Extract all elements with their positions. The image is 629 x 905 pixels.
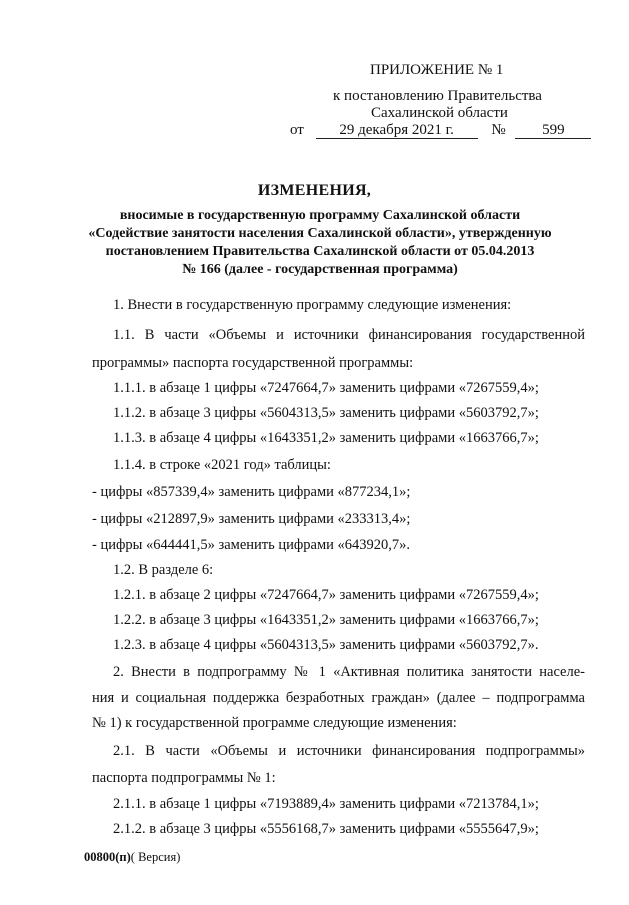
document-subtitle xyxy=(40,207,600,279)
from-label: от xyxy=(290,122,304,138)
body-line: 2. Внести в подпрограмму № 1 «Активная политика занятости населе- xyxy=(113,664,585,680)
decree-line-2: Сахалинской области xyxy=(371,105,508,121)
body-line: 1.2.3. в абзаце 4 цифры «5604313,5» заменить цифрами «5603792,7». xyxy=(113,637,539,653)
document-title: ИЗМЕНЕНИЯ, xyxy=(257,182,372,199)
body-line: 2.1. В части «Объемы и источники финансирования подпрограммы» xyxy=(113,743,585,759)
decree-date: 29 декабря 2021 г. xyxy=(316,122,478,139)
subtitle-line: вносимые в государственную программу Сахалинской области xyxy=(119,208,521,223)
body-line: 1.1.4. в строке «2021 год» таблицы: xyxy=(113,457,331,473)
body-line: программы» паспорта государственной программы: xyxy=(92,355,414,371)
body-line: 2.1.2. в абзаце 3 цифры «5556168,7» заменить цифрами «5555647,9»; xyxy=(113,821,539,837)
subtitle-line: постановлением Правительства Сахалинской области от 05.04.2013 xyxy=(105,244,535,259)
body-line: 1.1.1. в абзаце 1 цифры «7247664,7» заменить цифрами «7267559,4»; xyxy=(113,380,539,396)
body-line: 1.2.2. в абзаце 3 цифры «1643351,2» заменить цифрами «1663766,7»; xyxy=(113,612,539,628)
body-line: 1.1.2. в абзаце 3 цифры «5604313,5» заменить цифрами «5603792,7»; xyxy=(113,405,539,421)
body-line: 1.2.1. в абзаце 2 цифры «7247664,7» заменить цифрами «7267559,4»; xyxy=(113,587,539,603)
body-line: 1.2. В разделе 6: xyxy=(113,562,214,578)
document-code: 00800(п) xyxy=(84,850,131,864)
version-label: ( Версия) xyxy=(130,850,181,864)
subtitle-line: «Содействие занятости населения Сахалинской области», утвержденную xyxy=(88,226,552,241)
body-line: № 1) к государственной программе следующие изменения: xyxy=(92,715,457,731)
number-label: № xyxy=(491,122,506,138)
date-row xyxy=(290,122,591,139)
body-line: 1.1.3. в абзаце 4 цифры «1643351,2» заменить цифрами «1663766,7»; xyxy=(113,430,539,446)
body-line: - цифры «857339,4» заменить цифрами «877234,1»; xyxy=(92,484,411,500)
body-line: 2.1.1. в абзаце 1 цифры «7193889,4» заменить цифрами «7213784,1»; xyxy=(113,796,539,812)
decree-number: 599 xyxy=(515,122,591,139)
footer-code xyxy=(84,850,180,865)
subtitle-line: № 166 (далее - государственная программа) xyxy=(182,262,458,277)
body-line: - цифры «212897,9» заменить цифрами «233313,4»; xyxy=(92,511,411,527)
body-line: паспорта подпрограммы № 1: xyxy=(92,770,276,786)
body-line: - цифры «644441,5» заменить цифрами «643920,7». xyxy=(92,537,411,553)
decree-line-1: к постановлению Правительства xyxy=(333,88,542,104)
body-line: 1.1. В части «Объемы и источники финансирования государственной xyxy=(113,327,585,343)
body-line: ния и социальная поддержка безработных граждан» (далее – подпрограмма xyxy=(92,690,585,706)
appendix-label: ПРИЛОЖЕНИЕ № 1 xyxy=(370,62,504,78)
body-line: 1. Внести в государственную программу следующие изменения: xyxy=(113,297,512,313)
